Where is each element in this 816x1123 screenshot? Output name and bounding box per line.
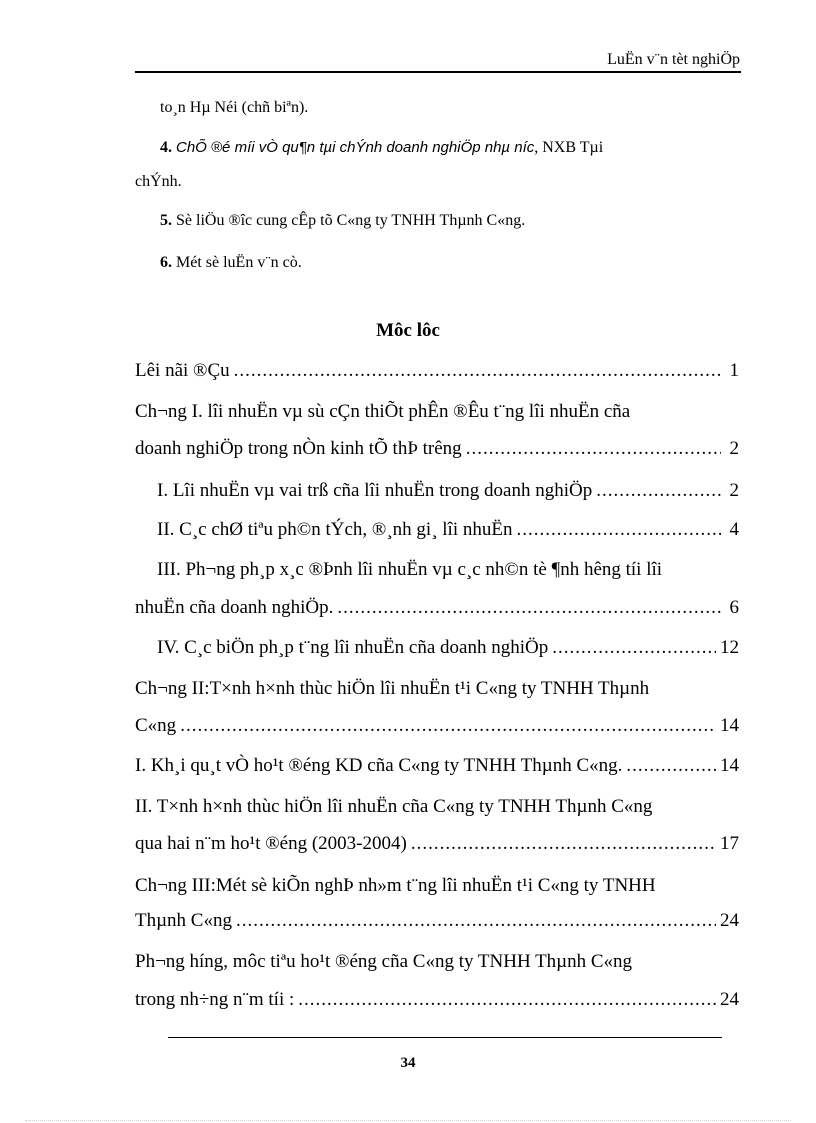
toc-page-number: 14: [720, 755, 739, 776]
toc-leader-dots: [234, 359, 721, 383]
toc-entry-1-2[interactable]: [157, 518, 739, 542]
toc-page-number: 24: [720, 910, 739, 931]
toc-page-number: 24: [720, 989, 739, 1010]
reference-item-4-continuation: chÝnh.: [135, 173, 182, 190]
toc-leader-dots: [596, 479, 721, 503]
toc-entry-text: I. Kh¸i qu¸t vÒ ho¹t ®éng KD cña C«ng ty TNHH Thµnh C«ng.: [135, 755, 623, 776]
reference-publisher: , NXB Tµi: [534, 139, 604, 156]
toc-entry-2-1[interactable]: [135, 754, 739, 778]
toc-entry-chapter-1-cont[interactable]: [135, 437, 739, 461]
header-rule: [135, 71, 741, 73]
toc-leader-dots: [411, 832, 716, 856]
reference-item-4: [160, 138, 740, 158]
toc-page-number: 2: [729, 480, 739, 501]
toc-entry-chapter-1[interactable]: Ch¬ng I. lîi nhuËn vµ sù cÇn thiÕt phÊn ®Êu t¨ng lîi nhuËn cña: [135, 401, 631, 422]
reference-number: 4.: [160, 139, 172, 156]
toc-page-number: 17: [720, 833, 739, 854]
toc-entry-1-1[interactable]: [157, 479, 739, 503]
toc-entry-1-3-cont[interactable]: [135, 596, 739, 620]
page-boundary-line: [25, 1120, 791, 1121]
toc-leader-dots: [466, 437, 721, 461]
toc-entry-3-1-cont[interactable]: [135, 988, 739, 1012]
toc-leader-dots: [337, 596, 721, 620]
toc-entry-text: Thµnh C«ng: [135, 910, 232, 931]
reference-item-6: [160, 253, 740, 273]
reference-number: 5.: [160, 212, 172, 229]
toc-page-number: 4: [729, 519, 739, 540]
toc-entry-chapter-3-cont[interactable]: [135, 909, 739, 933]
toc-page-number: 1: [729, 360, 739, 381]
toc-entry-3-1[interactable]: Ph¬ng híng, môc tiªu ho¹t ®éng cña C«ng ty TNHH Thµnh C«ng: [135, 951, 633, 972]
toc-title: Môc lôc: [376, 320, 440, 341]
toc-leader-dots: [516, 518, 721, 542]
toc-entry-text: C«ng: [135, 715, 177, 736]
toc-page-number: 12: [720, 637, 739, 658]
toc-entry-introduction[interactable]: [135, 359, 739, 383]
toc-page-number: 2: [729, 438, 739, 459]
toc-entry-text: Lêi nãi ®Çu: [135, 360, 230, 381]
toc-entry-1-4[interactable]: [157, 636, 739, 660]
toc-entry-2-2[interactable]: II. T×nh h×nh thùc hiÖn lîi nhuËn cña C«ng ty TNHH Thµnh C«ng: [135, 796, 653, 817]
toc-leader-dots: [180, 714, 716, 738]
reference-item-5: [160, 211, 740, 231]
reference-title: ChÕ ®é míi vÒ qu¶n tµi chÝnh doanh nghiÖp nhµ níc: [176, 139, 535, 156]
toc-entry-text: trong nh÷ng n¨m tíi :: [135, 989, 295, 1010]
toc-entry-chapter-2[interactable]: Ch¬ng II:T×nh h×nh thùc hiÖn lîi nhuËn t¹i C«ng ty TNHH Thµnh: [135, 678, 650, 699]
toc-entry-1-3[interactable]: III. Ph¬ng ph¸p x¸c ®Þnh lîi nhuËn vµ c¸c nh©n tè ¶nh hêng tíi lîi: [157, 559, 663, 580]
toc-entry-text: doanh nghiÖp trong nÒn kinh tÕ thÞ trêng: [135, 438, 462, 459]
toc-page-number: 6: [729, 597, 739, 618]
toc-entry-text: II. C¸c chØ tiªu ph©n tÝch, ®¸nh gi¸ lîi nhuËn: [157, 519, 513, 540]
footer-rule: [168, 1037, 722, 1038]
toc-entry-2-2-cont[interactable]: [135, 832, 739, 856]
running-header-title: LuËn v¨n tèt nghiÖp: [607, 51, 740, 68]
toc-entry-text: nhuËn cña doanh nghiÖp.: [135, 597, 334, 618]
reference-text: Sè liÖu ®îc cung cÊp tõ C«ng ty TNHH Thµnh C«ng.: [176, 212, 526, 229]
toc-entry-chapter-2-cont[interactable]: [135, 714, 739, 738]
toc-leader-dots: [552, 636, 716, 660]
toc-leader-dots: [236, 909, 716, 933]
page-number: 34: [400, 1055, 416, 1071]
toc-leader-dots: [298, 988, 716, 1012]
toc-entry-text: IV. C¸c biÖn ph¸p t¨ng lîi nhuËn cña doanh nghiÖp: [157, 637, 549, 658]
toc-entry-chapter-3[interactable]: Ch¬ng III:Mét sè kiÕn nghÞ nh»m t¨ng lîi nhuËn t¹i C«ng ty TNHH: [135, 875, 656, 896]
toc-leader-dots: [626, 754, 716, 778]
toc-entry-text: I. Lîi nhuËn vµ vai trß cña lîi nhuËn trong doanh nghiÖp: [157, 480, 593, 501]
toc-entry-text: qua hai n¨m ho¹t ®éng (2003-2004): [135, 833, 407, 854]
reference-number: 6.: [160, 254, 172, 271]
reference-text: Mét sè luËn v¨n cò.: [176, 254, 302, 271]
toc-page-number: 14: [720, 715, 739, 736]
reference-continuation: to¸n Hµ Néi (chñ biªn).: [160, 99, 309, 116]
